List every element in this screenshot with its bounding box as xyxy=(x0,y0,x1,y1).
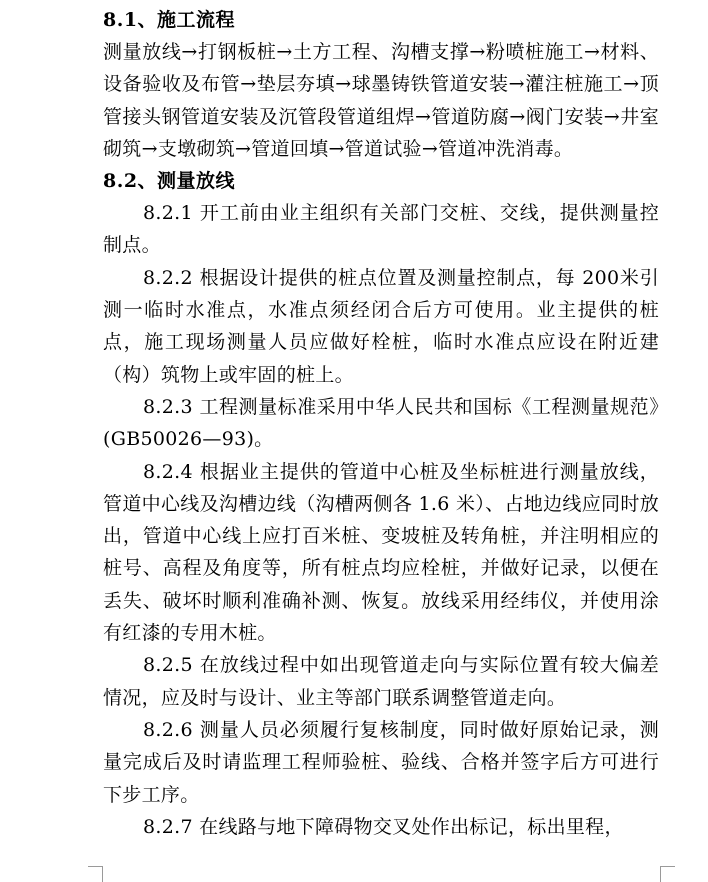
construction-flow-paragraph: 测量放线→打钢板桩→土方工程、沟槽支撑→粉喷桩施工→材料、设备验收及布管→垫层夯填→球墨铸铁管道安装→灌注桩施工→顶管接头钢管道安装及沉管段管道组焊→管道防腐→阀门安装→井室砌筑→支墩砌筑→管道回填→管道试验→管道冲洗消毒。 xyxy=(103,41,659,160)
paragraph-8-2-5: 8.2.5 在放线过程中如出现管道走向与实际位置有较大偏差情况，应及时与设计、业主等部门联系调整管道走向。 xyxy=(103,654,659,709)
paragraph-8-2-4: 8.2.4 根据业主提供的管道中心桩及坐标桩进行测量放线，管道中心线及沟槽边线（沟槽两侧各 1.6 米）、占地边线应同时放出，管道中心线上应打百米桩、变坡桩及转角桩，并注明相应的桩号、高程及角度等，所有桩点均应栓桩，并做好记录，以便在丢失、破坏时顺利准确补测、恢复。放线采用经纬仪，并使用涂有红漆的专用木桩。 xyxy=(103,460,659,645)
paragraph-8-2-7: 8.2.7 在线路与地下障碍物交叉处作出标记，标出里程， xyxy=(143,815,624,838)
page-margin-corner-mark-left xyxy=(88,866,103,882)
paragraph-8-2-6: 8.2.6 测量人员必须履行复核制度，同时做好原始记录，测量完成后及时请监理工程师验桩、验线、合格并签字后方可进行下步工序。 xyxy=(103,718,659,806)
paragraph-8-2-2: 8.2.2 根据设计提供的桩点位置及测量控制点，每 200米引测一临时水准点，水准点须经闭合后方可使用。业主提供的桩点，施工现场测量人员应做好栓桩，临时水准点应设在附近建（构）筑物上或牢固的桩上。 xyxy=(103,266,659,386)
section-heading-construction-flow: 8.1、施工流程 xyxy=(103,9,236,31)
document-body xyxy=(103,4,659,843)
page-margin-corner-mark-right xyxy=(660,866,675,882)
paragraph-8-2-1: 8.2.1 开工前由业主组织有关部门交桩、交线，提供测量控制点。 xyxy=(103,202,659,257)
section-heading-survey-layout: 8.2、测量放线 xyxy=(103,170,236,193)
paragraph-8-2-3: 8.2.3 工程测量标准采用中华人民共和国标《工程测量规范》(GB50026—93)。 xyxy=(103,395,659,451)
